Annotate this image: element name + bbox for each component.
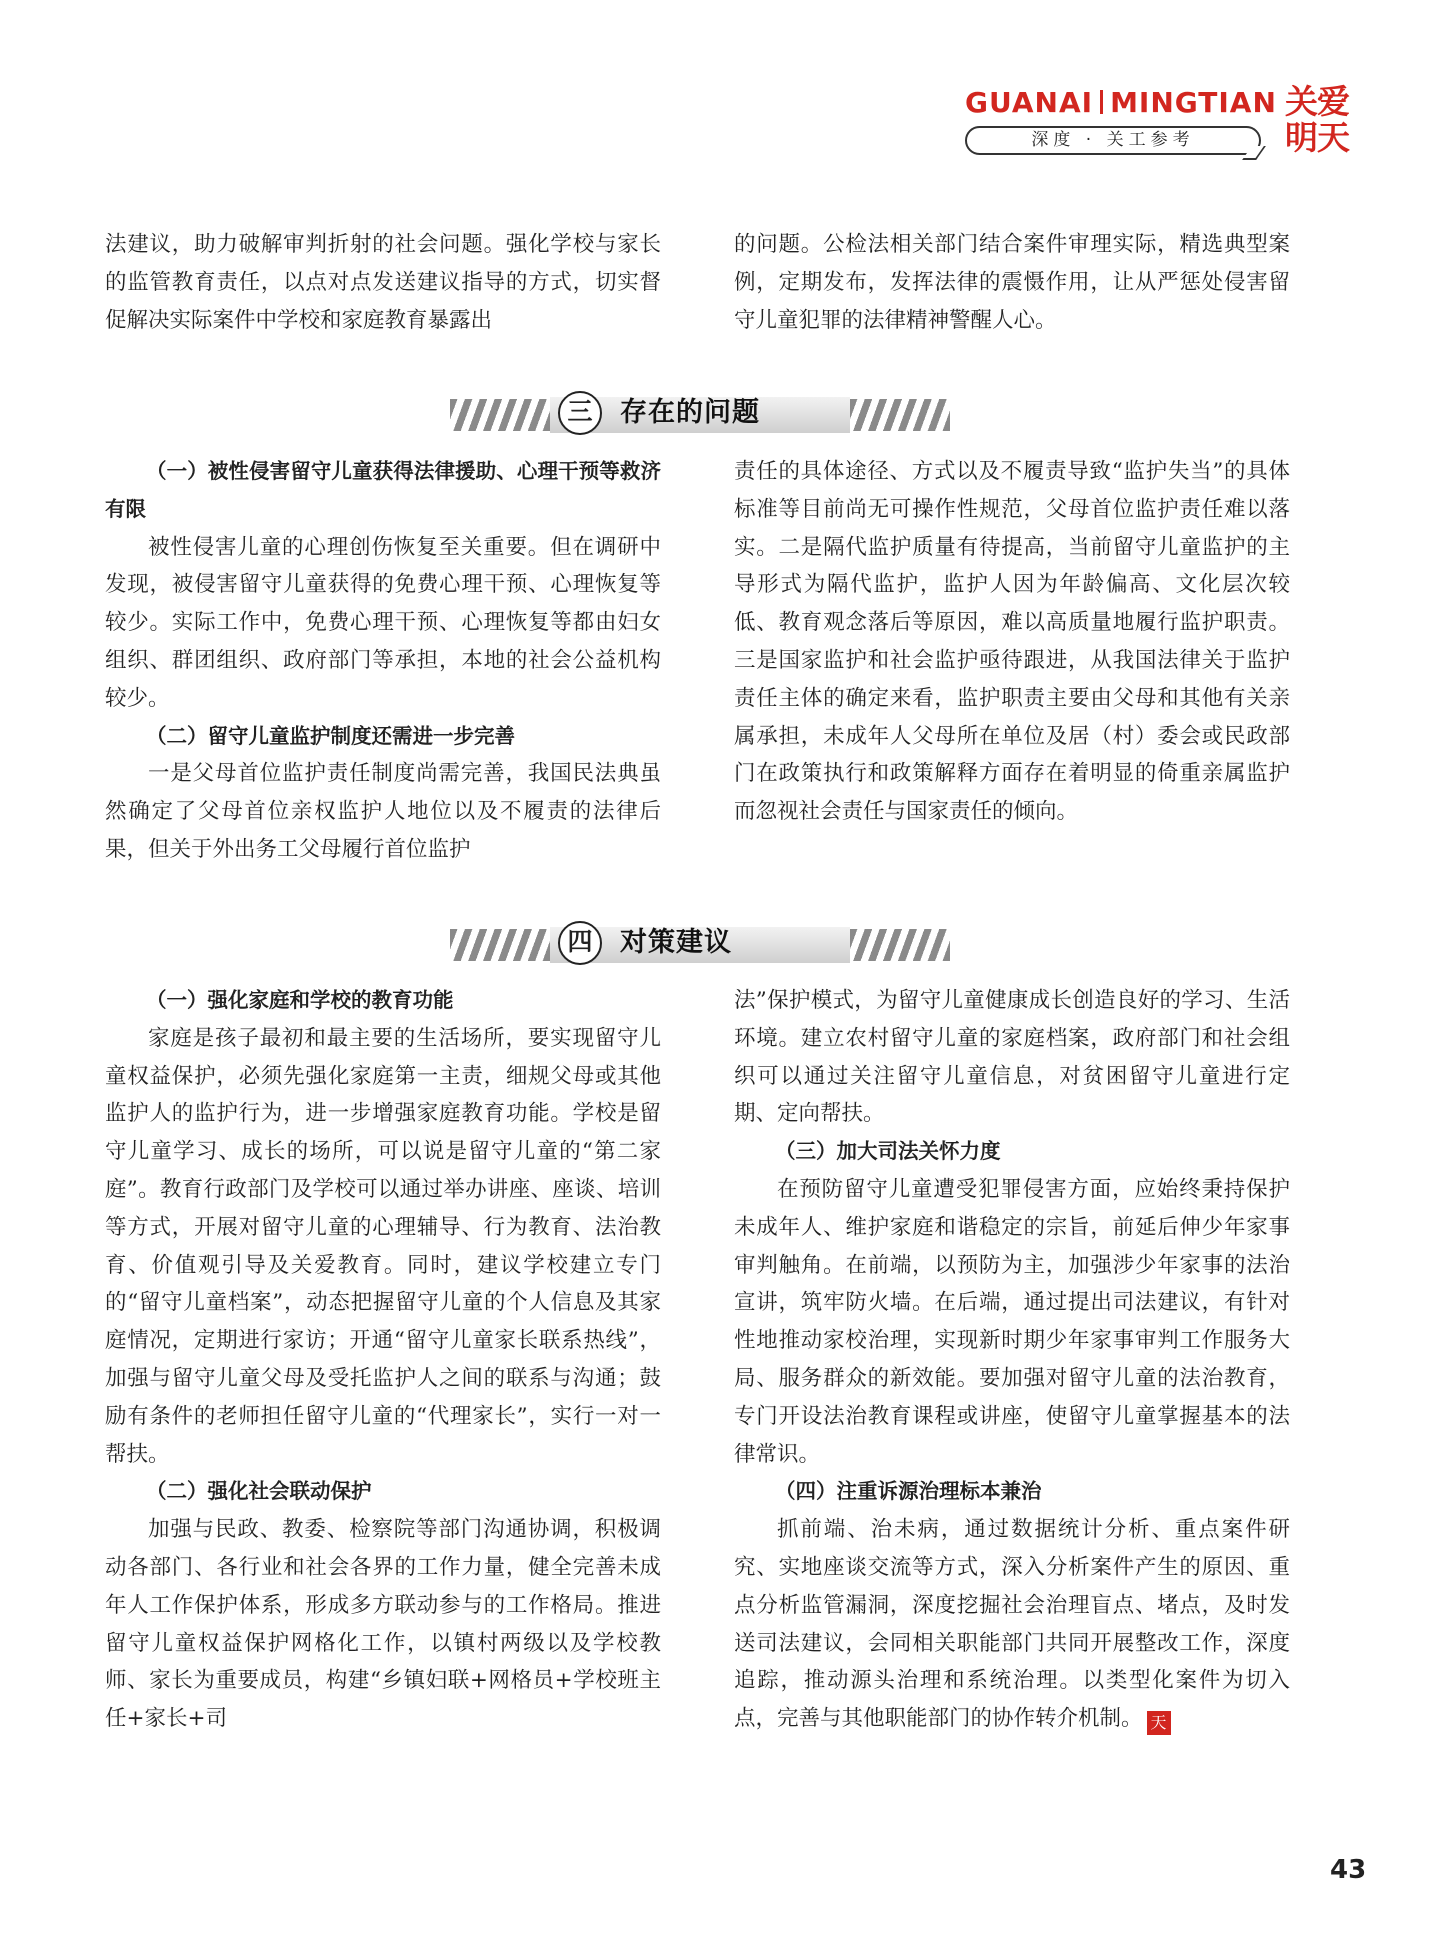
logo-english (965, 86, 1277, 119)
paragraph: 加强与民政、教委、检察院等部门沟通协调，积极调动各部门、各行业和社会各界的工作力量，健全完善未成年人工作保护体系，形成多方联动参与的工作格局。推进留守儿童权益保护网格化工作，以镇村两级以及学校教师、家长为重要成员，构建“乡镇妇联+网格员+学校班主任+家长+司 (105, 1517, 661, 1732)
section-title: 对策建议 (620, 927, 732, 958)
stripes-decoration (450, 929, 565, 961)
end-mark-icon: 天 (1147, 1711, 1171, 1735)
paragraph: 家庭是孩子最初和最主要的生活场所，要实现留守儿童权益保护，必须先强化家庭第一主责，细规父母或其他监护人的监护行为，进一步增强家庭教育功能。学校是留守儿童学习、成长的场所，可以说是留守儿童的“第二家庭”。教育行政部门及学校可以通过举办讲座、座谈、培训等方式，开展对留守儿童的心理辅导、行为教育、法治教育、价值观引导及关爱教育。同时，建议学校建立专门的“留守儿童档案”，动态把握留守儿童的个人信息及其家庭情况，定期进行家访；开通“留守儿童家长联系热线”，加强与留守儿童父母及受托监护人之间的联系与沟通；鼓励有条件的老师担任留守儿童的“代理家长”，实行一对一帮扶。 (105, 1025, 661, 1467)
paragraph: 抓前端、治未病，通过数据统计分析、重点案件研究、实地座谈交流等方式，深入分析案件产生的原因、重点分析监管漏洞，深度挖掘社会治理盲点、堵点，及时发送司法建议，会同相关职能部门共同开展整改工作，深度追踪，推动源头治理和系统治理。以类型化案件为切入点，完善与其他职能部门的协作转介机制。 天 (734, 1511, 1290, 1738)
section3-right-column (734, 453, 1290, 831)
logo-en-right: MINGTIAN (1110, 86, 1277, 119)
paragraph: 的问题。公检法相关部门结合案件审理实际，精选典型案例，定期发布，发挥法律的震慑作用，让从严惩处侵害留守儿童犯罪的法律精神警醒人心。 (734, 232, 1290, 333)
paragraph: 法”保护模式，为留守儿童健康成长创造良好的学习、生活环境。建立农村留守儿童的家庭档案，政府部门和社会组织可以通过关注留守儿童信息，对贫困留守儿童进行定期、定向帮扶。 (734, 988, 1290, 1127)
subheading: （三）加大司法关怀力度 (775, 1139, 1001, 1164)
stripes-decoration (835, 399, 950, 431)
logo-chinese: 关爱 明天 (1285, 82, 1349, 157)
subheading: （二）留守儿童监护制度还需进一步完善 (146, 723, 515, 748)
section3-left-column (105, 453, 661, 869)
top-left-column (105, 226, 661, 339)
paragraph: 法建议，助力破解审判折射的社会问题。强化学校与家长的监管教育责任，以点对点发送建议指导的方式，切实督促解决实际案件中学校和家庭教育暴露出 (105, 232, 661, 333)
section-heading-4 (450, 921, 950, 967)
section-number: 四 (558, 921, 602, 965)
page-number: 43 (1330, 1855, 1367, 1885)
stripes-decoration (450, 399, 565, 431)
section-number: 三 (558, 391, 602, 435)
section-heading-3 (450, 391, 950, 437)
top-right-column (734, 226, 1290, 339)
section4-left-column (105, 982, 661, 1738)
section-title: 存在的问题 (620, 397, 760, 428)
section4-right-column (734, 982, 1290, 1738)
magazine-logo (965, 82, 1380, 158)
subheading: （一）被性侵害留守儿童获得法律援助、心理干预等救济有限 (105, 459, 661, 521)
paragraph: 一是父母首位监护责任制度尚需完善，我国民法典虽然确定了父母首位亲权监护人地位以及不履责的法律后果，但关于外出务工父母履行首位监护 (105, 761, 661, 862)
subheading: （四）注重诉源治理标本兼治 (775, 1479, 1042, 1504)
subheading: （二）强化社会联动保护 (146, 1479, 372, 1504)
subheading: （一）强化家庭和学校的教育功能 (146, 988, 454, 1012)
paragraph: 责任的具体途径、方式以及不履责导致“监护失当”的具体标准等目前尚无可操作性规范，父母首位监护责任难以落实。二是隔代监护质量有待提高，当前留守儿童监护的主导形式为隔代监护，监护人因为年龄偏高、文化层次较低、教育观念落后等原因，难以高质量地履行监护职责。三是国家监护和社会监护亟待跟进，从我国法律关于监护责任主体的确定来看，监护职责主要由父母和其他有关亲属承担，未成年人父母所在单位及居（村）委会或民政部门在政策执行和政策解释方面存在着明显的倚重亲属监护而忽视社会责任与国家责任的倾向。 (734, 459, 1290, 825)
stripes-decoration (835, 929, 950, 961)
paragraph: 被性侵害儿童的心理创伤恢复至关重要。但在调研中发现，被侵害留守儿童获得的免费心理干预、心理恢复等较少。实际工作中，免费心理干预、心理恢复等都由妇女组织、群团组织、政府部门等承担，本地的社会公益机构较少。 (105, 534, 661, 711)
logo-en-left: GUANAI (965, 86, 1094, 119)
logo-subtitle: 深度 · 关工参考 (965, 126, 1261, 155)
paragraph: 在预防留守儿童遭受犯罪侵害方面，应始终秉持保护未成年人、维护家庭和谐稳定的宗旨，前延后伸少年家事审判触角。在前端，以预防为主，加强涉少年家事的法治宣讲，筑牢防火墙。在后端，通过提出司法建议，有针对性地推动家校治理，实现新时期少年家事审判工作服务大局、服务群众的新效能。要加强对留守儿童的法治教育，专门开设法治教育课程或讲座，使留守儿童掌握基本的法律常识。 (734, 1176, 1290, 1467)
